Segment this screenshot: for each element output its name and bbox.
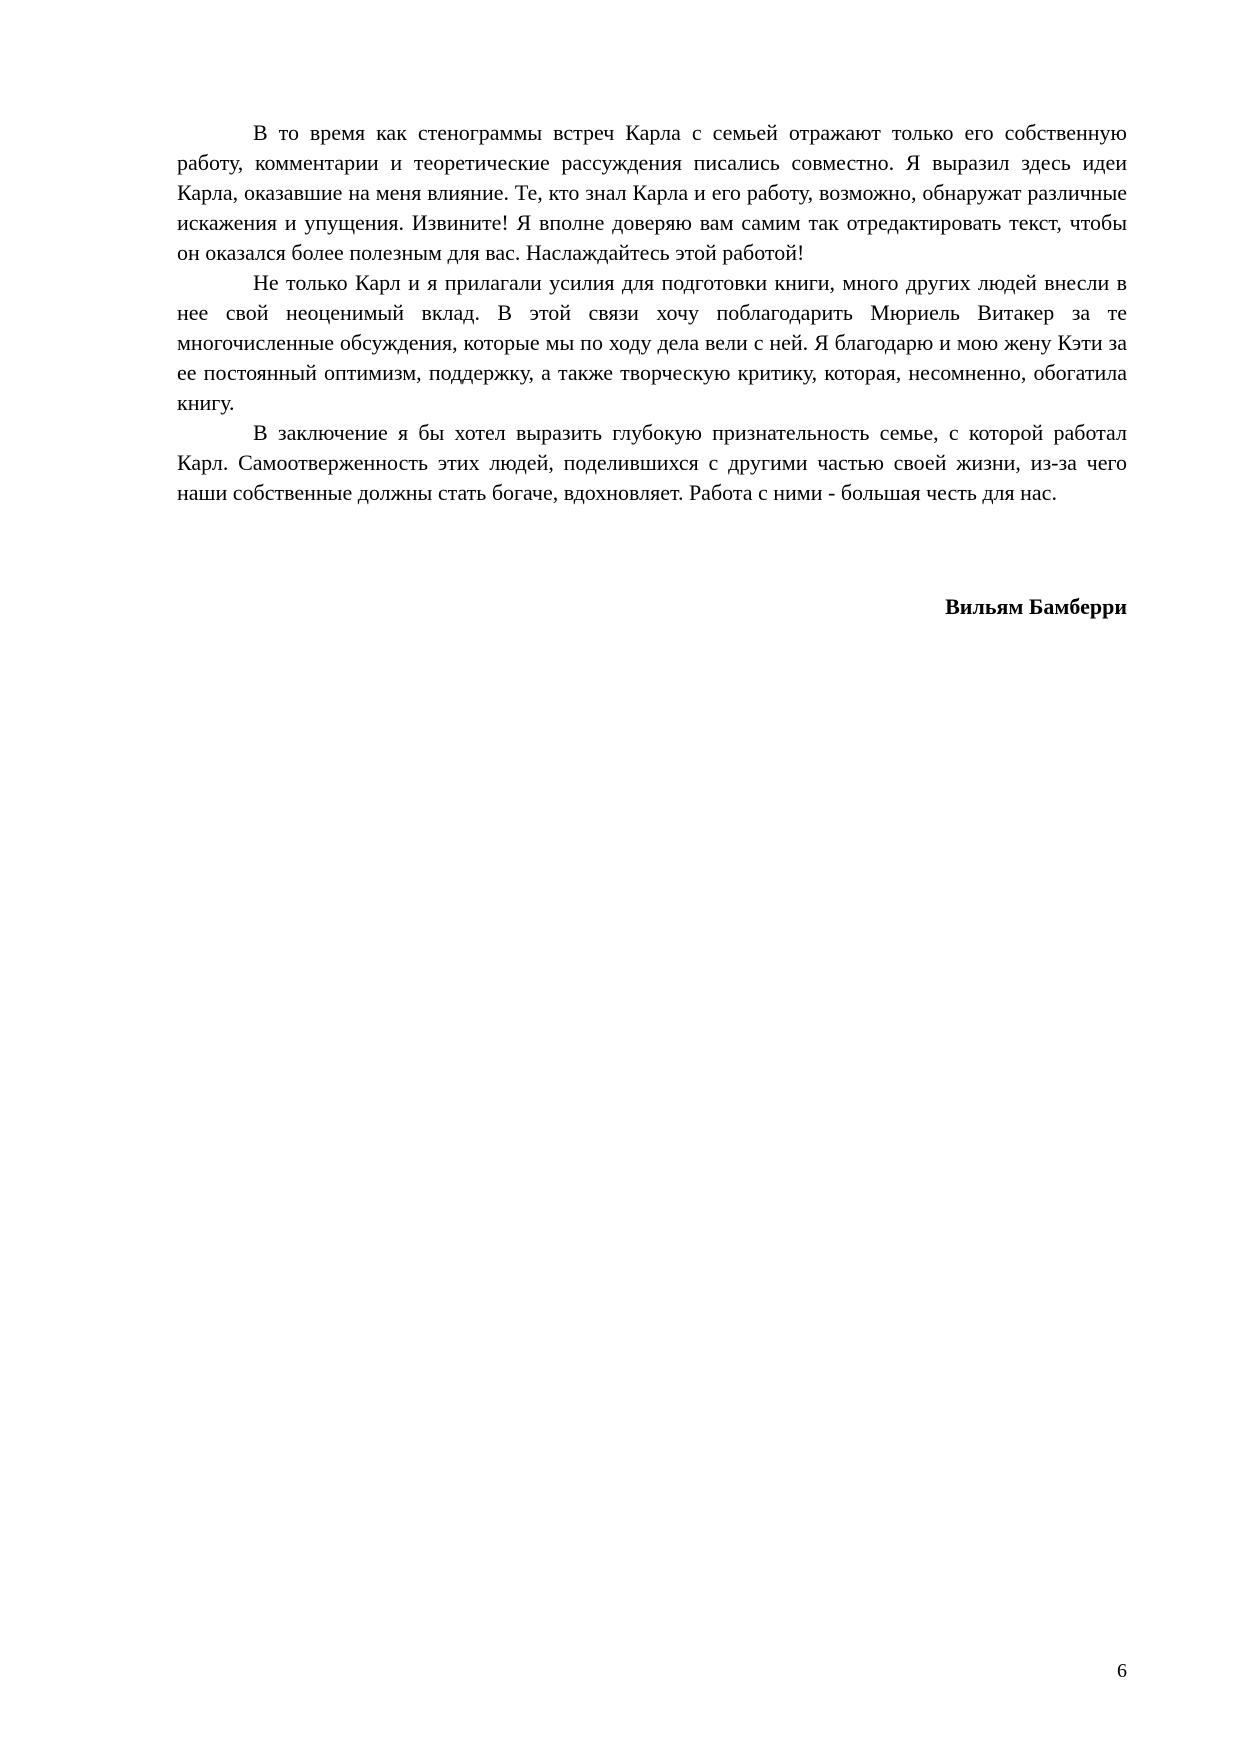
paragraph-transcripts: В то время как стенограммы встреч Карла с семьей отражают только его собственную работу, комментарии и теоретические рассуждения писались совместно. Я выразил здесь идеи Карла, оказавшие на меня влияние. Те, кто знал Карла и его работу, возможно, обнаружат различные искажения и упущения. Извините! Я вполне доверяю вам самим так отредактировать текст, чтобы он оказался более полезным для вас. Наслаждайтесь этой работой! — [177, 120, 1127, 265]
page-number: 6 — [1117, 1660, 1127, 1682]
paragraph-acknowledgements: Не только Карл и я прилагали усилия для подготовки книги, много других людей внесли в нее свой неоценимый вклад. В этой связи хочу поблагодарить Мюриель Витакер за те многочисленные обсуждения, которые мы по ходу дела вели с ней. Я благодарю и мою жену Кэти за ее постоянный оптимизм, поддержку, а также творческую критику, которая, несомненно, обогатила книгу. — [177, 270, 1127, 415]
paragraph-conclusion: В заключение я бы хотел выразить глубокую признательность семье, с которой работал Карл. Самоотверженность этих людей, поделившихся с другими частью своей жизни, из-за чего наши собственные должны стать богаче, вдохновляет. Работа с ними - большая честь для нас. — [177, 420, 1127, 505]
author-signature: Вильям Бамберри — [945, 594, 1127, 619]
body-text — [177, 118, 1127, 508]
